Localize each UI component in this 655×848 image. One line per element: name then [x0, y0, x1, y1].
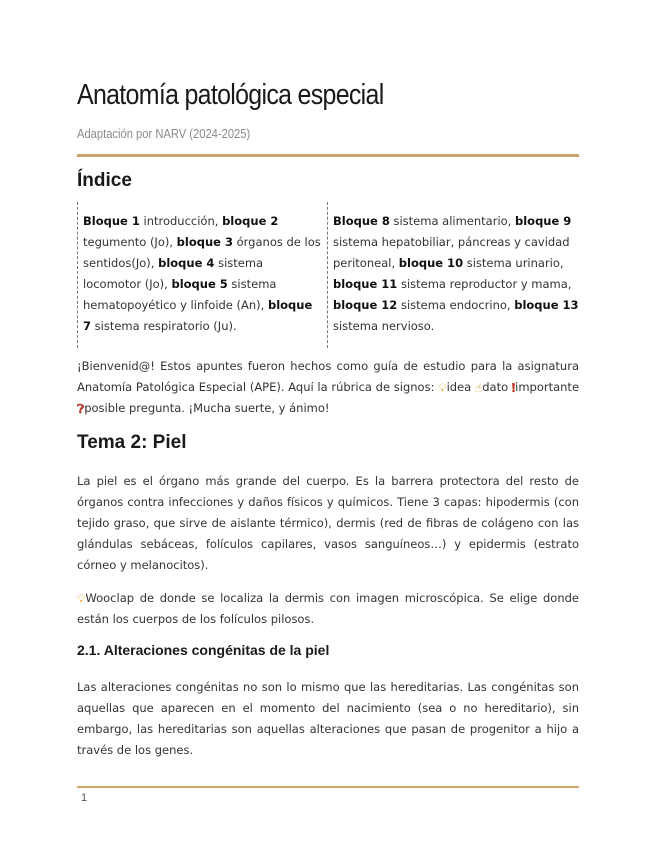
piel-paragraph: La piel es el órgano más grande del cuerpo. Es la barrera protectora del resto de órganos contra infecciones y daños físicos y químicos. Tiene 3 capas: hipodermis (con tejido graso, que sirve de aislante térmico), dermis (red de fibras de colágeno con las glándulas sebáceas, folículos capilares, vasos sanguíneos…) y epidermis (estrato córneo y melanocitos).: [77, 474, 579, 572]
index-entry: bloque 9 sistema hepatobiliar, páncreas y cavidad peritoneal,: [333, 214, 572, 270]
index-entry: bloque 13 sistema nervioso.: [333, 298, 579, 333]
alteraciones-paragraph: Las alteraciones congénitas no son lo mismo que las hereditarias. Las congénitas son aquellas que aparecen en el momento del nacimiento (sea o no hereditario), sin embargo, las hereditarias son aquellas alteraciones que pasan de progenitor a hijo a través de los genes.: [77, 680, 579, 757]
pointing-hand-icon: ☝︎: [474, 381, 483, 395]
footer-divider: [77, 786, 579, 788]
page-number: 1: [81, 792, 88, 804]
document-subtitle: Adaptación por NARV (2024-2025): [77, 126, 251, 141]
index-entry: bloque 11 sistema reproductor y mama,: [333, 277, 572, 291]
index-column-left: [77, 202, 322, 348]
index-entry: bloque 12 sistema endocrino,: [333, 298, 515, 312]
index-entry: bloque 5 sistema hematopoyético y linfoide (An),: [83, 277, 277, 312]
index-entry: Bloque 1 introducción,: [83, 214, 223, 228]
header-divider: [77, 154, 579, 157]
index-entry: bloque 3 órganos de los sentidos(Jo),: [83, 235, 321, 270]
index-entry: bloque 4 sistema locomotor (Jo),: [83, 256, 264, 291]
index-column-right: [327, 202, 579, 348]
index-entry: bloque 2 tegumento (Jo),: [83, 214, 279, 249]
lightbulb-icon: 💡︎: [438, 381, 447, 395]
subsection-heading: 2.1. Alteraciones congénitas de la piel: [77, 642, 330, 658]
section-heading: Tema 2: Piel: [77, 432, 187, 453]
index-entry: Bloque 8 sistema alimentario,: [333, 214, 515, 228]
index-table: [77, 202, 579, 348]
lightbulb-icon: 💡︎: [77, 592, 86, 606]
index-heading: Índice: [77, 170, 132, 191]
document-title: Anatomía patológica especial: [77, 79, 384, 111]
document-page: [77, 0, 579, 848]
index-entry: bloque 10 sistema urinario,: [398, 256, 564, 270]
index-entry: bloque 7 sistema respiratorio (Ju).: [83, 298, 313, 333]
exclamation-icon: ❗︎: [511, 381, 516, 395]
welcome-paragraph: ¡Bienvenid@! Estos apuntes fueron hechos como guía de estudio para la asignatura Anatomía Patológica Especial (APE). Aquí la rúbrica de signos: 💡︎idea ☝︎dato ❗︎importante ❓︎posible pregunta. ¡Mucha suerte, y ánimo!: [77, 359, 580, 416]
wooclap-paragraph: 💡︎Wooclap de donde se localiza la dermis con imagen microscópica. Se elige donde están los cuerpos de los folículos pilosos.: [77, 591, 579, 626]
question-icon: ❓︎: [77, 402, 85, 416]
